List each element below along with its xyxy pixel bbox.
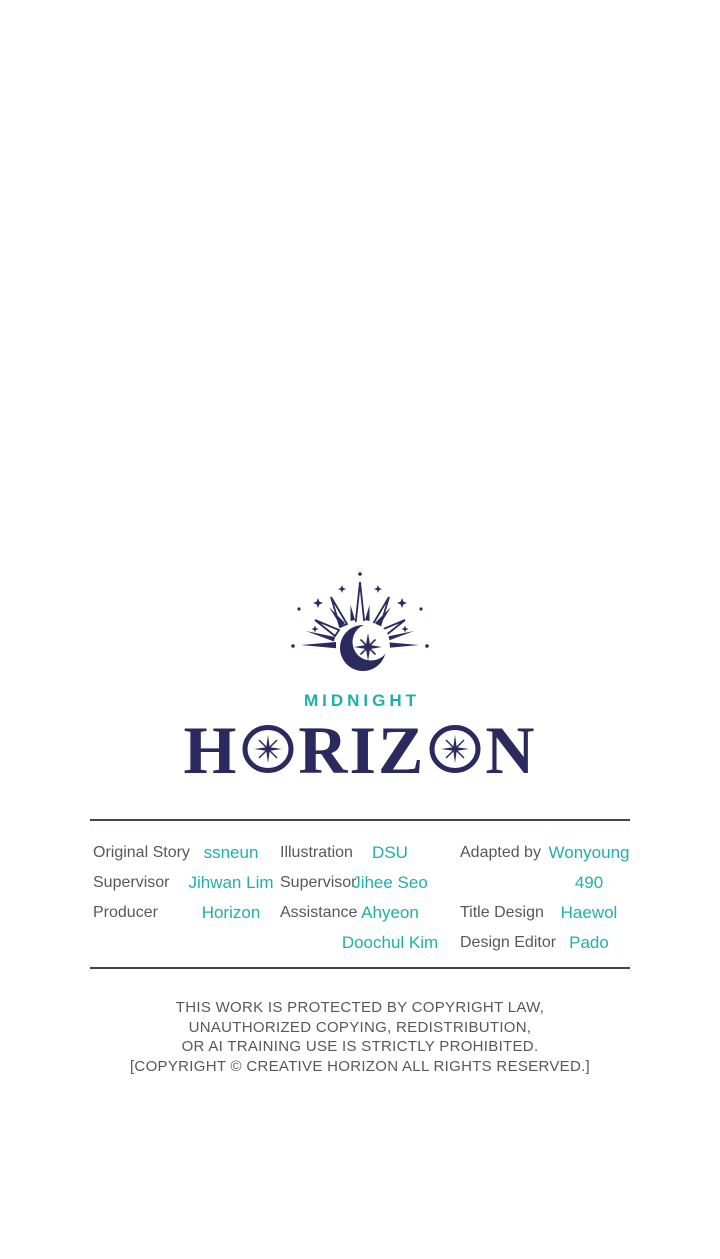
title-letter-h: H — [183, 712, 239, 788]
credit-value: DSU — [372, 843, 408, 862]
credits-left-labels — [93, 838, 190, 928]
credit-label: Design Editor — [460, 934, 557, 951]
star-o-icon — [429, 725, 481, 773]
credit-label: Illustration — [280, 844, 353, 861]
credit-value: Pado — [569, 933, 609, 952]
credit-value: Wonyoung — [548, 843, 630, 862]
credit-value: Ahyeon — [361, 903, 419, 922]
credit-label: Assistance — [280, 904, 358, 921]
credit-value: ssneun — [203, 843, 259, 862]
copyright-notice — [0, 998, 720, 1076]
credit-label: Title Design — [460, 904, 544, 921]
credit-value: Haewol — [560, 903, 618, 922]
credit-value: Jihwan Lim — [188, 873, 274, 892]
credits-left-values — [186, 838, 276, 928]
credit-label: Supervisor — [280, 874, 357, 891]
credit-label: Original Story — [93, 844, 190, 861]
title-letter-n: N — [485, 712, 537, 788]
copyright-line: THIS WORK IS PROTECTED BY COPYRIGHT LAW, — [175, 999, 545, 1016]
credit-value: Jihee Seo — [352, 873, 428, 892]
copyright-line: [COPYRIGHT © CREATIVE HORIZON ALL RIGHTS RESERVED.] — [129, 1057, 591, 1075]
divider-bottom — [90, 967, 630, 969]
credit-label: Producer — [93, 904, 158, 921]
credits-middle-values — [330, 838, 450, 958]
credit-label: Supervisor — [93, 874, 170, 891]
credit-value: Horizon — [201, 903, 261, 922]
star-o-icon — [242, 725, 294, 773]
divider-top — [90, 819, 630, 821]
copyright-line: OR AI TRAINING USE IS STRICTLY PROHIBITED. — [181, 1038, 539, 1056]
credit-value: Doochul Kim — [341, 933, 439, 952]
copyright-line: UNAUTHORIZED COPYING, REDISTRIBUTION, — [188, 1018, 532, 1036]
crescent-moon-sunburst-icon — [286, 569, 434, 679]
title-letters-riz: RIZ — [298, 712, 426, 788]
credit-value: 490 — [574, 873, 604, 892]
credit-label: Adapted by — [460, 844, 541, 861]
series-subtitle: MIDNIGHT — [303, 691, 421, 710]
credits-section — [90, 838, 630, 960]
series-title — [0, 712, 720, 788]
credits-right-values — [534, 838, 644, 958]
